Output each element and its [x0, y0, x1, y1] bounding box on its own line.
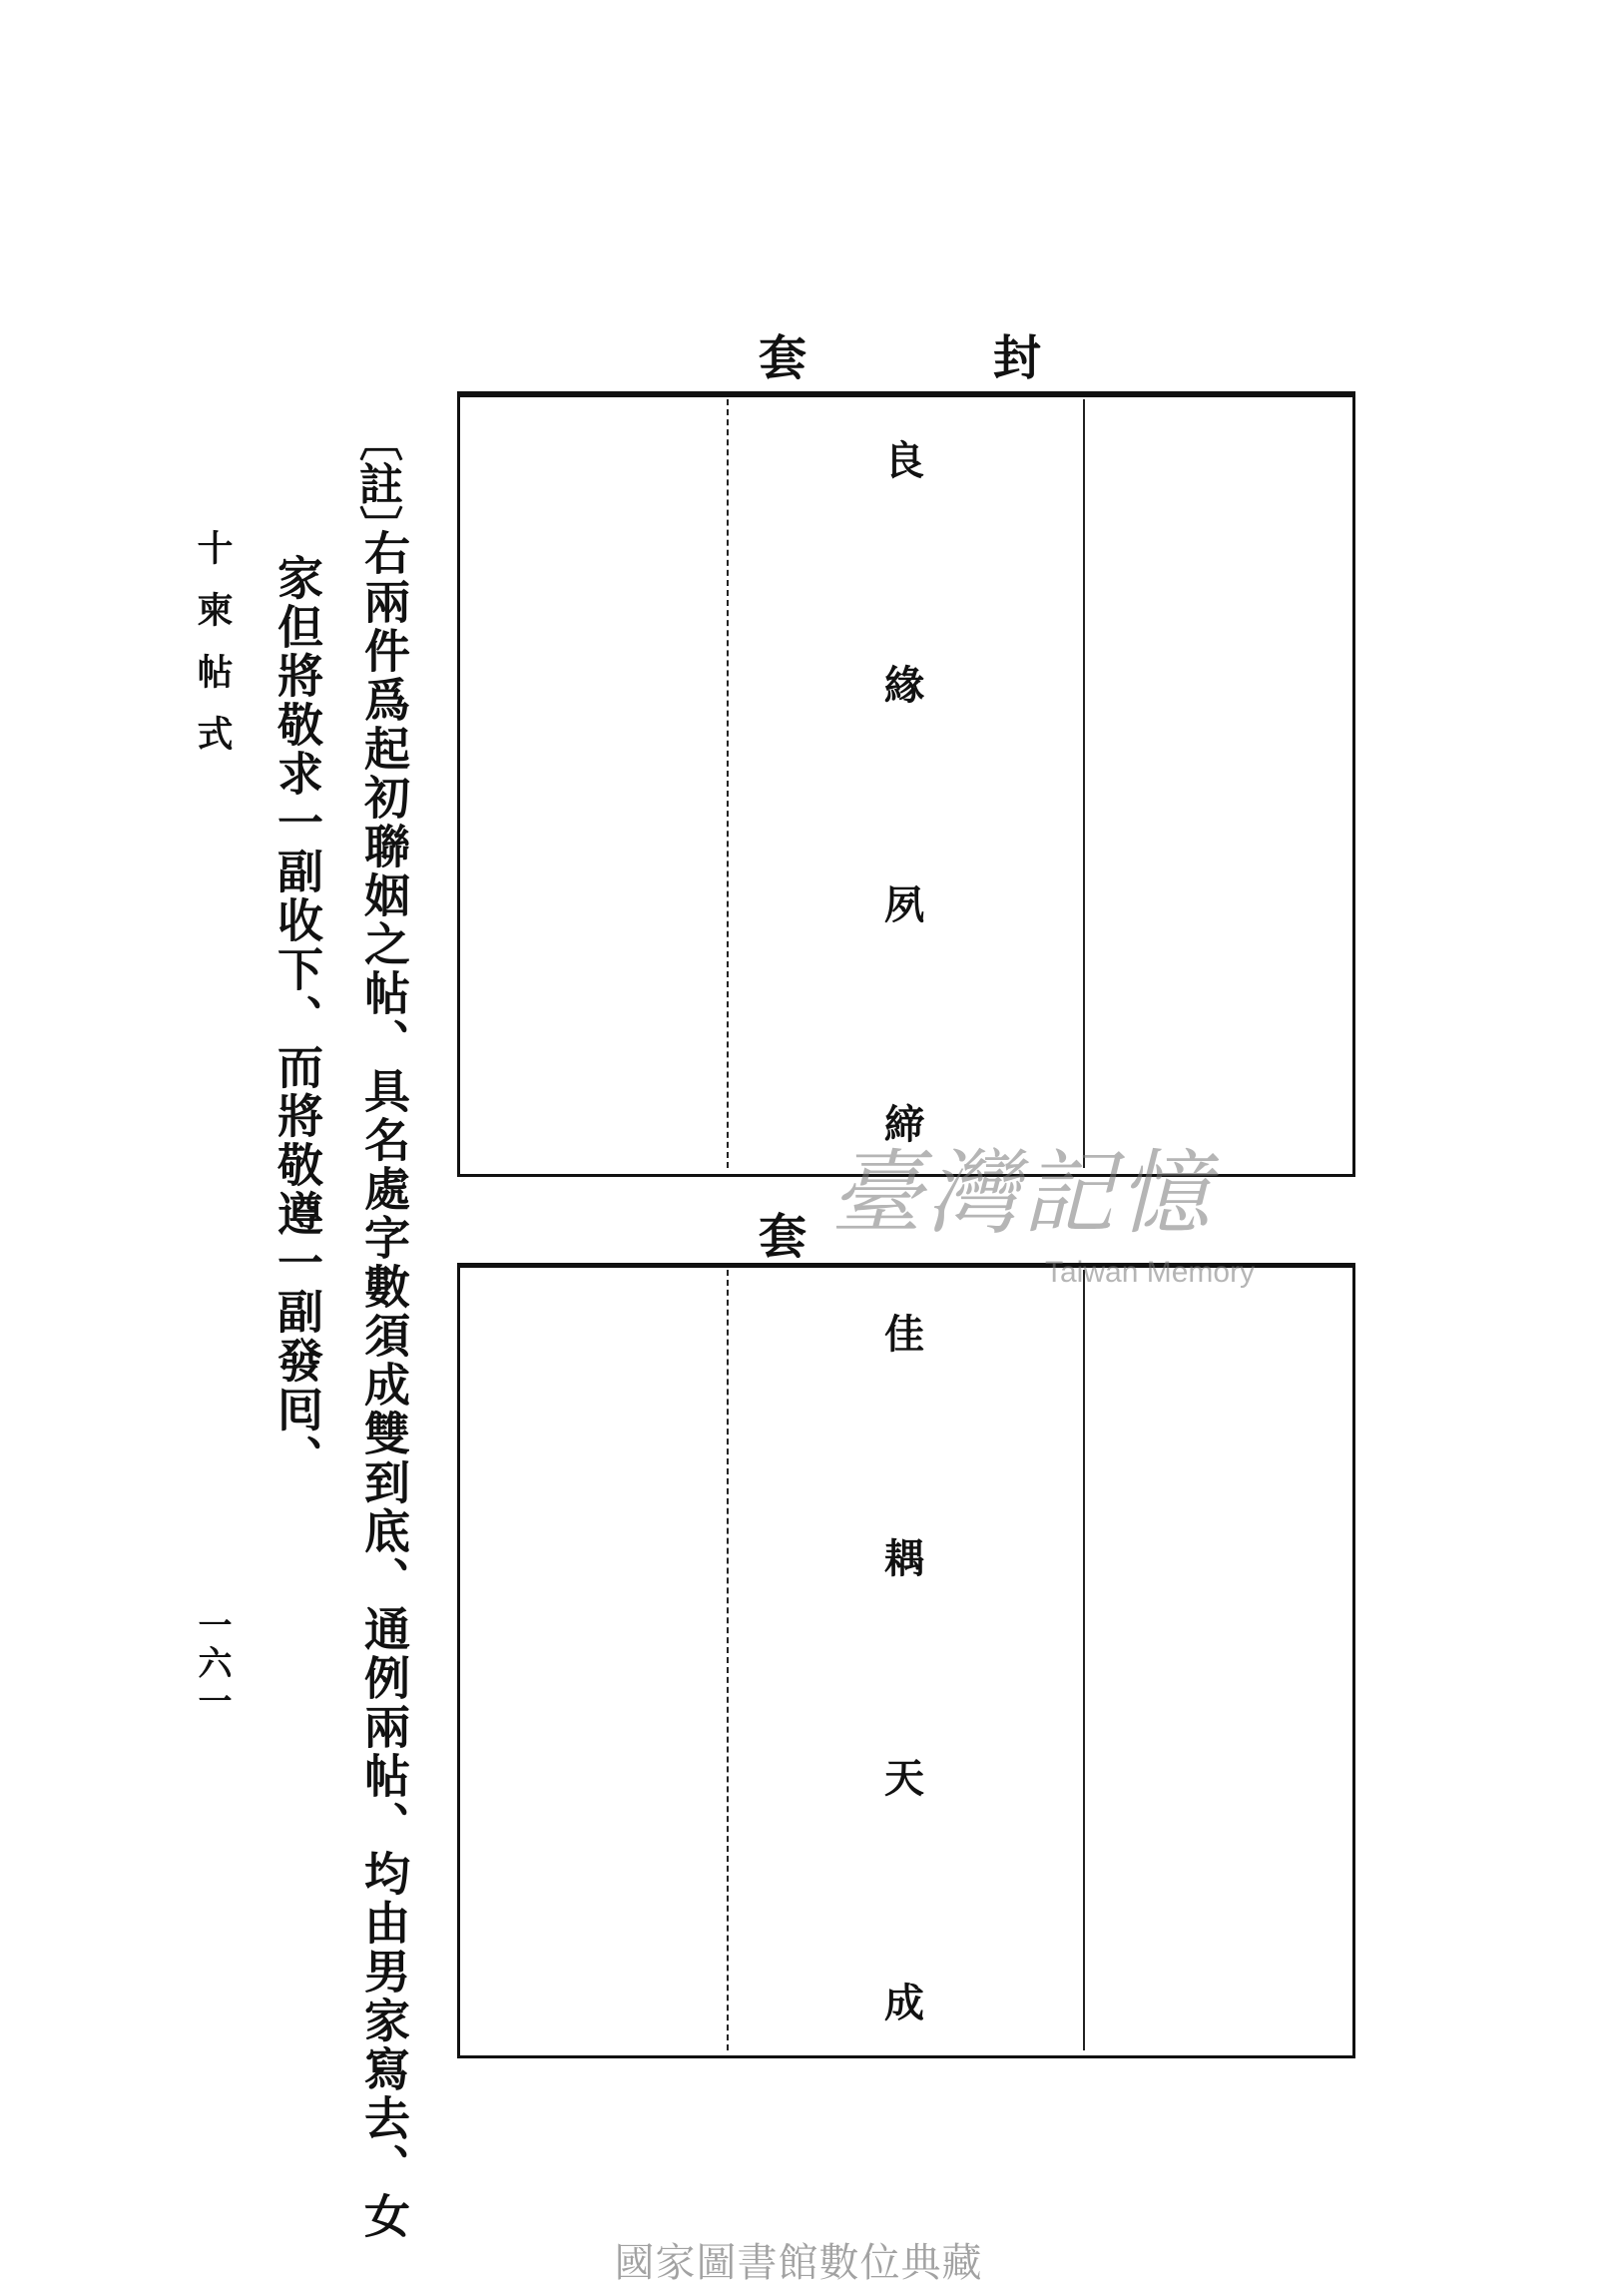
heading-tao-lower: 套: [759, 1209, 807, 1265]
lower-form-frame: [457, 1263, 1355, 2058]
lower-char-1: 佳: [884, 1311, 924, 1358]
upper-form-frame: [457, 391, 1355, 1177]
lower-divider-left: [727, 1270, 729, 2050]
lower-char-3: 天: [884, 1755, 924, 1802]
watermark-chinese: 臺灣記憶: [830, 1140, 1215, 1247]
note-line-2: 家但將敬求一副收下、而將敬遵一副發囘、: [270, 554, 324, 1483]
upper-char-4: 締: [884, 1101, 924, 1148]
note-line-1: 右兩件爲起初聯姻之帖、具名處字數須成雙到底、通例兩帖、均由男家寫去、女: [357, 529, 411, 2241]
lower-divider-right: [1083, 1270, 1085, 2050]
upper-divider-right: [1083, 399, 1085, 1168]
watermark-english: Taiwan Memory: [1045, 1256, 1256, 1289]
note-label: 〔註〕: [351, 417, 402, 549]
upper-divider-left: [727, 399, 729, 1168]
lower-char-4: 成: [884, 1980, 924, 2026]
running-title: 十柬帖式: [192, 529, 234, 777]
heading-tao-upper: 套: [759, 330, 807, 386]
archive-footer: 國家圖書館數位典藏: [614, 2240, 983, 2286]
page-number: 一六一: [192, 1607, 232, 1721]
upper-char-3: 夙: [884, 881, 924, 928]
lower-char-2: 耦: [884, 1535, 924, 1582]
upper-char-2: 緣: [884, 662, 924, 709]
upper-char-1: 良: [884, 437, 924, 484]
heading-feng: 封: [993, 330, 1042, 386]
